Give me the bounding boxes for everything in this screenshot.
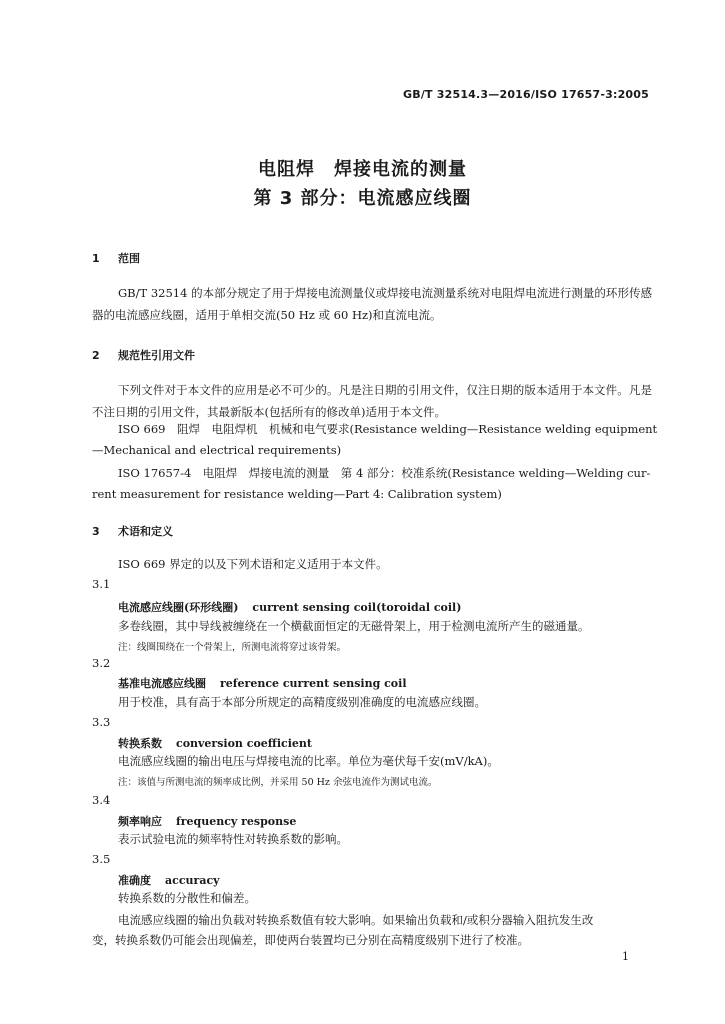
term-heading bbox=[118, 735, 312, 751]
term-heading bbox=[118, 675, 407, 691]
reference-iso17657-line1: ISO 17657-4 电阻焊 焊接电流的测量 第 4 部分：校准系统(Resistance welding—Welding cur- bbox=[118, 466, 651, 480]
document-title-line2: 第 3 部分：电流感应线圈 bbox=[253, 188, 472, 209]
term-number: 3.5 bbox=[92, 852, 111, 866]
reference-iso17657-line2: rent measurement for resistance welding—Part 4: Calibration system) bbox=[92, 487, 502, 501]
term-definition: 表示试验电流的频率特性对转换系数的影响。 bbox=[118, 832, 348, 846]
term-en: accuracy bbox=[165, 874, 220, 887]
section-title: 范围 bbox=[118, 252, 140, 265]
section-1-heading bbox=[92, 250, 140, 266]
term-zh: 转换系数 bbox=[118, 737, 162, 750]
term-number: 3.4 bbox=[92, 793, 111, 807]
term-definition: 转换系数的分散性和偏差。 bbox=[118, 891, 256, 905]
section-title: 术语和定义 bbox=[118, 525, 173, 538]
term-number: 3.3 bbox=[92, 715, 111, 729]
term-en: conversion coefficient bbox=[176, 737, 312, 750]
term-heading bbox=[118, 599, 461, 615]
reference-iso669-line2: —Mechanical and electrical requirements) bbox=[92, 443, 342, 457]
section-3-heading bbox=[92, 523, 173, 539]
terms-intro: ISO 669 界定的以及下列术语和定义适用于本文件。 bbox=[118, 557, 388, 571]
term-definition: 多卷线圈，其中导线被缠绕在一个横截面恒定的无磁骨架上，用于检测电流所产生的磁通量。 bbox=[118, 619, 590, 633]
term-definition: 电流感应线圈的输出电压与焊接电流的比率。单位为毫伏每千安(mV/kA)。 bbox=[118, 754, 499, 768]
term-heading bbox=[118, 872, 220, 888]
term-note: 注：线圈围绕在一个骨架上，所测电流将穿过该骨架。 bbox=[118, 642, 347, 653]
section-number: 3 bbox=[92, 525, 100, 538]
term-en: current sensing coil(toroidal coil) bbox=[252, 601, 462, 614]
term-zh: 电流感应线圈(环形线圈) bbox=[118, 601, 239, 614]
term-note-paragraph-line2: 变，转换系数仍可能会出现偏差，即使两台装置均已分别在高精度级别下进行了校准。 bbox=[92, 933, 529, 947]
reference-iso669-line1: ISO 669 阻焊 电阻焊机 机械和电气要求(Resistance welding—Resistance welding equipment bbox=[118, 422, 658, 436]
normative-refs-paragraph: 下列文件对于本文件的应用是必不可少的。凡是注日期的引用文件，仅注日期的版本适用于本文件。凡是不注日期的引用文件，其最新版本(包括所有的修改单)适用于本文件。 bbox=[92, 383, 652, 419]
term-number: 3.1 bbox=[92, 577, 111, 591]
term-note: 注：该值与所测电流的频率成比例，并采用 50 Hz 余弦电流作为测试电流。 bbox=[118, 777, 438, 788]
term-heading bbox=[118, 813, 296, 829]
term-zh: 频率响应 bbox=[118, 815, 162, 828]
term-number: 3.2 bbox=[92, 656, 111, 670]
scope-paragraph: GB/T 32514 的本部分规定了用于焊接电流测量仪或焊接电流测量系统对电阻焊电流进行测量的环形传感器的电流感应线圈，适用于单相交流(50 Hz 或 60 Hz)和直流电流。 bbox=[92, 286, 652, 322]
term-definition: 用于校准，具有高于本部分所规定的高精度级别准确度的电流感应线圈。 bbox=[118, 695, 486, 709]
term-zh: 基准电流感应线圈 bbox=[118, 677, 206, 690]
standard-code-header: GB/T 32514.3—2016/ISO 17657-3:2005 bbox=[403, 88, 649, 101]
term-en: reference current sensing coil bbox=[220, 677, 407, 690]
document-title-line1: 电阻焊 焊接电流的测量 bbox=[258, 159, 467, 180]
section-number: 2 bbox=[92, 349, 100, 362]
section-2-heading bbox=[92, 347, 195, 363]
page-number: 1 bbox=[622, 950, 629, 963]
term-note-paragraph-line1: 电流感应线圈的输出负载对转换系数值有较大影响。如果输出负载和/或积分器输入阻抗发生改 bbox=[118, 913, 594, 927]
section-number: 1 bbox=[92, 252, 100, 265]
term-en: frequency response bbox=[176, 815, 297, 828]
term-zh: 准确度 bbox=[118, 874, 151, 887]
section-title: 规范性引用文件 bbox=[118, 349, 195, 362]
